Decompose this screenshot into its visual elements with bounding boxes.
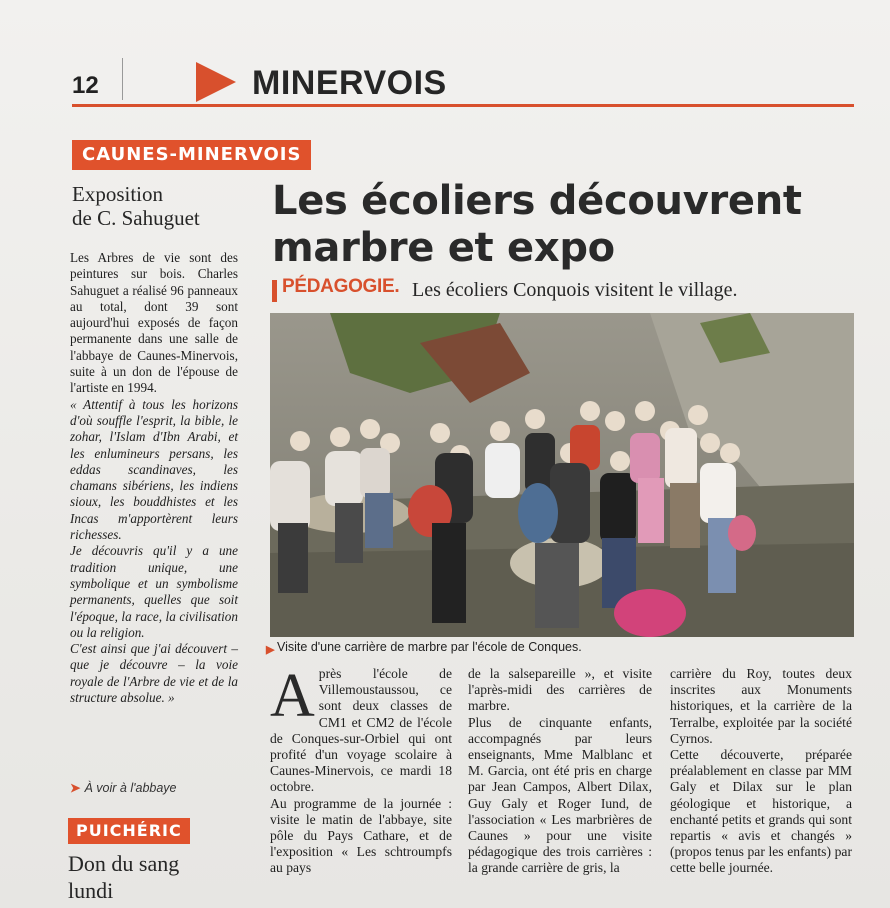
article-column-3 xyxy=(670,666,852,877)
article-paragraph: près l'école de Villemoustaussou, ce sont deux classes de CM1 et CM2 de l'école de Conques-sur-Orbiel qui ont profité d'un voyage scolaire à Caunes-Minervois, ce mardi 18 octobre. xyxy=(270,666,452,795)
location-tag-caunes: CAUNES-MINERVOIS xyxy=(72,140,311,170)
kicker-bar xyxy=(272,280,277,302)
drop-cap: A xyxy=(270,662,315,730)
article-paragraph: Cette découverte, préparée préalablement en classe par MM Galy et Dilax sur le plan géologique et historique, a enchanté petits et grands qui sont repartis « avis et changés » (propos tenus par les enfants) par cette belle journée. xyxy=(670,747,852,876)
photo-illustration xyxy=(270,313,854,637)
headline-line1: Les écoliers découvrent xyxy=(272,178,802,224)
article-subhead: Les écoliers Conquois visitent le village. xyxy=(412,279,738,301)
page-number: 12 xyxy=(72,72,99,99)
article-headline xyxy=(272,178,862,272)
section-title: MINERVOIS xyxy=(252,64,447,102)
header-rule xyxy=(72,104,854,107)
article-paragraph: carrière du Roy, toutes deux inscrites aux Monuments historiques, et la carrière de la Terralbe, exploitée par la société Cyrnos. xyxy=(670,666,852,746)
article-paragraph: Au programme de la journée : visite le matin de l'abbaye, site pôle du Pays Cathare, et de l'exposition « Les schtroumpfs au pays xyxy=(270,795,452,876)
sidebar-paragraph: Les Arbres de vie sont des peintures sur bois. Charles Sahuguet a réalisé 96 panneaux au total, dont 39 sont aujourd'hui exposés de façon permanente dans une salle de l'abbaye de Caunes-Minervois, suite à un don de l'épouse de l'artiste en 1994. xyxy=(70,250,238,396)
article-kicker: PÉDAGOGIE. xyxy=(282,276,400,297)
article-photo xyxy=(270,313,854,637)
caption-arrow-icon: ▶ xyxy=(266,644,275,656)
second-title-line2: lundi xyxy=(68,878,114,903)
page-number-divider xyxy=(122,58,123,100)
photo-caption: Visite d'une carrière de marbre par l'école de Conques. xyxy=(277,640,582,654)
sidebar-title-line2: de C. Sahuguet xyxy=(72,206,200,230)
sidebar-link-label: À voir à l'abbaye xyxy=(84,781,177,795)
article-column-1 xyxy=(270,662,452,877)
sidebar-title xyxy=(72,182,200,230)
arrow-right-icon: ➤ xyxy=(70,781,81,795)
headline-line2: marbre et expo xyxy=(272,225,615,271)
second-article-title xyxy=(68,850,179,904)
article-column-2 xyxy=(468,666,652,877)
sidebar-title-line1: Exposition xyxy=(72,182,164,206)
second-title-line1: Don du sang xyxy=(68,851,180,876)
article-paragraph: de la salsepareille », et visite l'après-midi des carrières de marbre. xyxy=(468,666,652,714)
sidebar-link xyxy=(70,780,177,795)
article-paragraph: Plus de cinquante enfants, accompagnés par leurs enseignants, Mme Malblanc et M. Garcia, ont été pris en charge par Jean Campos, Albert Dilax, Guy Galy et Roger Iund, de l'association « Les marbrières de Caunes » pour une visite pédagogique des trois carrières : la grande carrière de gris, la xyxy=(468,714,652,876)
section-arrow-icon xyxy=(196,62,236,102)
sidebar-body xyxy=(70,250,238,706)
sidebar-quote-paragraph: C'est ainsi que j'ai découvert – que je découvre – la voie royale de l'Arbre de vie et de la structure absolue. » xyxy=(70,641,238,706)
sidebar-quote-paragraph: Je découvris qu'il y a une tradition unique, une symbolique et un symbolisme permanents, quelles que soit l'époque, la race, la civilisation ou la religion. xyxy=(70,543,238,640)
sidebar-quote-paragraph: « Attentif à tous les horizons d'où souffle l'esprit, la bible, le zohar, l'Islam d'Ibn Arabi, et les enlumineurs persans, les eddas scandinaves, les chamans sibériens, les indiens sioux, les bouddhistes et les Incas m'apportèrent leurs richesses. xyxy=(70,396,238,543)
location-tag-puicheric: PUICHÉRIC xyxy=(68,818,190,844)
